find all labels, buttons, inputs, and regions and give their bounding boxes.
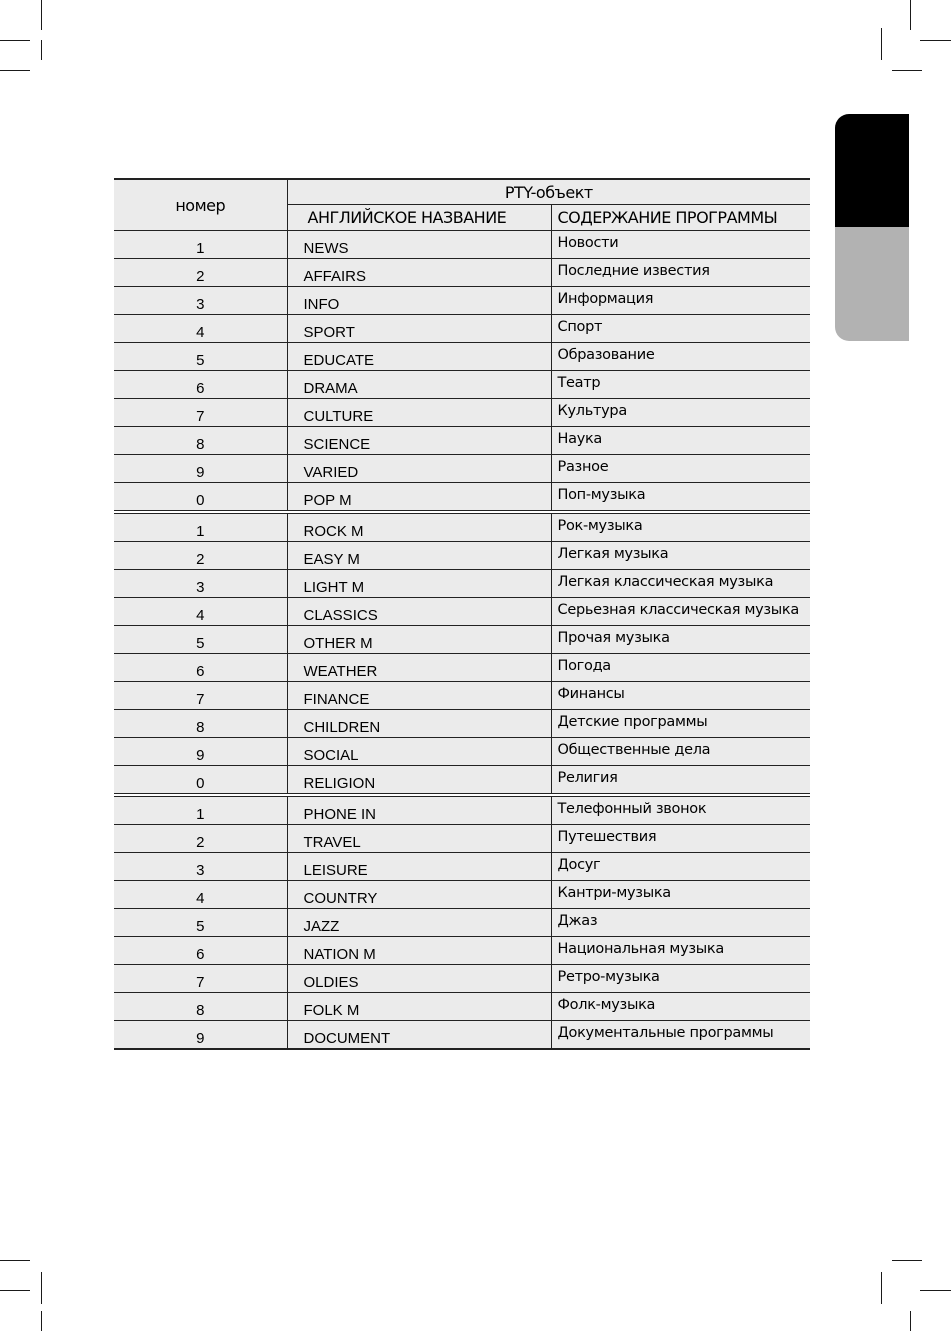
row-english-name: SPORT [287,315,551,343]
table-row [114,993,810,1021]
row-program-content: Разное [551,455,810,483]
crop-mark [41,40,42,60]
row-program-content: Фолк-музыка [551,993,810,1021]
row-number: 6 [114,654,287,682]
crop-mark [41,0,42,30]
table-row [114,682,810,710]
row-number: 6 [114,937,287,965]
row-english-name: JAZZ [287,909,551,937]
table-row [114,427,810,455]
pty-table [114,178,810,1050]
row-number: 9 [114,738,287,766]
table-row [114,542,810,570]
table-row [114,598,810,626]
row-number: 4 [114,315,287,343]
row-program-content: Легкая музыка [551,542,810,570]
table-row [114,455,810,483]
row-number: 1 [114,512,287,542]
table-row [114,231,810,259]
row-english-name: WEATHER [287,654,551,682]
row-number: 8 [114,427,287,455]
row-program-content: Документальные программы [551,1021,810,1050]
table-row [114,710,810,738]
crop-mark [881,1272,882,1304]
table-row [114,965,810,993]
table-row [114,1021,810,1050]
row-number: 8 [114,993,287,1021]
crop-mark [41,1272,42,1304]
row-program-content: Рок-музыка [551,512,810,542]
row-english-name: OTHER M [287,626,551,654]
row-english-name: COUNTRY [287,881,551,909]
row-english-name: VARIED [287,455,551,483]
row-english-name: AFFAIRS [287,259,551,287]
row-program-content: Досуг [551,853,810,881]
crop-mark [910,0,911,30]
side-tab-dark [835,114,909,227]
row-number: 2 [114,542,287,570]
row-english-name: EDUCATE [287,343,551,371]
row-english-name: CLASSICS [287,598,551,626]
table-row [114,795,810,825]
row-program-content: Ретро-музыка [551,965,810,993]
row-number: 1 [114,231,287,259]
row-program-content: Путешествия [551,825,810,853]
row-number: 3 [114,853,287,881]
row-english-name: LEISURE [287,853,551,881]
row-program-content: Образование [551,343,810,371]
crop-mark [41,1311,42,1331]
row-number: 7 [114,682,287,710]
row-program-content: Прочая музыка [551,626,810,654]
row-english-name: RELIGION [287,766,551,796]
row-program-content: Спорт [551,315,810,343]
table-row [114,766,810,796]
table-row [114,371,810,399]
row-english-name: OLDIES [287,965,551,993]
table-row [114,399,810,427]
row-program-content: Погода [551,654,810,682]
row-english-name: CHILDREN [287,710,551,738]
row-program-content: Религия [551,766,810,796]
row-english-name: POP M [287,483,551,513]
pty-item-header: PTY-объект [287,179,810,205]
row-english-name: LIGHT M [287,570,551,598]
row-program-content: Серьезная классическая музыка [551,598,810,626]
row-program-content: Легкая классическая музыка [551,570,810,598]
crop-mark [0,70,30,71]
row-english-name: PHONE IN [287,795,551,825]
crop-mark [881,28,882,60]
crop-mark [0,1290,30,1291]
table-row [114,825,810,853]
row-english-name: SOCIAL [287,738,551,766]
side-tab-light [835,227,909,341]
table-row [114,853,810,881]
crop-mark [920,40,951,41]
row-number: 6 [114,371,287,399]
row-english-name: CULTURE [287,399,551,427]
row-number: 9 [114,455,287,483]
table-row [114,315,810,343]
row-english-name: DRAMA [287,371,551,399]
row-program-content: Информация [551,287,810,315]
number-header: номер [114,179,287,231]
row-english-name: FOLK M [287,993,551,1021]
row-number: 0 [114,766,287,796]
crop-mark [892,70,922,71]
row-number: 5 [114,343,287,371]
program-content-header: СОДЕРЖАНИЕ ПРОГРАММЫ [551,205,810,231]
row-program-content: Финансы [551,682,810,710]
row-number: 2 [114,825,287,853]
row-number: 5 [114,909,287,937]
row-english-name: ROCK M [287,512,551,542]
row-program-content: Телефонный звонок [551,795,810,825]
table-row [114,570,810,598]
crop-mark [910,1311,911,1331]
row-program-content: Кантри-музыка [551,881,810,909]
row-number: 1 [114,795,287,825]
row-number: 9 [114,1021,287,1050]
table-row [114,909,810,937]
row-program-content: Детские программы [551,710,810,738]
table-row [114,287,810,315]
row-number: 7 [114,399,287,427]
row-number: 4 [114,881,287,909]
row-english-name: INFO [287,287,551,315]
row-english-name: FINANCE [287,682,551,710]
table-row [114,512,810,542]
crop-mark [892,1260,922,1261]
table-row [114,259,810,287]
row-program-content: Культура [551,399,810,427]
table-row [114,738,810,766]
row-program-content: Последние известия [551,259,810,287]
row-number: 0 [114,483,287,513]
row-program-content: Джаз [551,909,810,937]
row-english-name: EASY M [287,542,551,570]
row-english-name: NATION M [287,937,551,965]
row-english-name: DOCUMENT [287,1021,551,1050]
table-row [114,937,810,965]
row-number: 3 [114,570,287,598]
row-english-name: NEWS [287,231,551,259]
row-english-name: TRAVEL [287,825,551,853]
row-number: 8 [114,710,287,738]
row-program-content: Общественные дела [551,738,810,766]
row-program-content: Театр [551,371,810,399]
crop-mark [0,40,30,41]
row-number: 4 [114,598,287,626]
row-number: 3 [114,287,287,315]
crop-mark [0,1260,30,1261]
table-body [114,231,810,1050]
crop-mark [920,1290,951,1291]
table-row [114,654,810,682]
table-row [114,626,810,654]
row-number: 5 [114,626,287,654]
english-name-header: АНГЛИЙСКОЕ НАЗВАНИЕ [287,205,551,231]
row-program-content: Национальная музыка [551,937,810,965]
row-program-content: Поп-музыка [551,483,810,513]
row-program-content: Наука [551,427,810,455]
table-row [114,483,810,513]
table-row [114,881,810,909]
row-program-content: Новости [551,231,810,259]
row-english-name: SCIENCE [287,427,551,455]
row-number: 2 [114,259,287,287]
table-row [114,343,810,371]
row-number: 7 [114,965,287,993]
